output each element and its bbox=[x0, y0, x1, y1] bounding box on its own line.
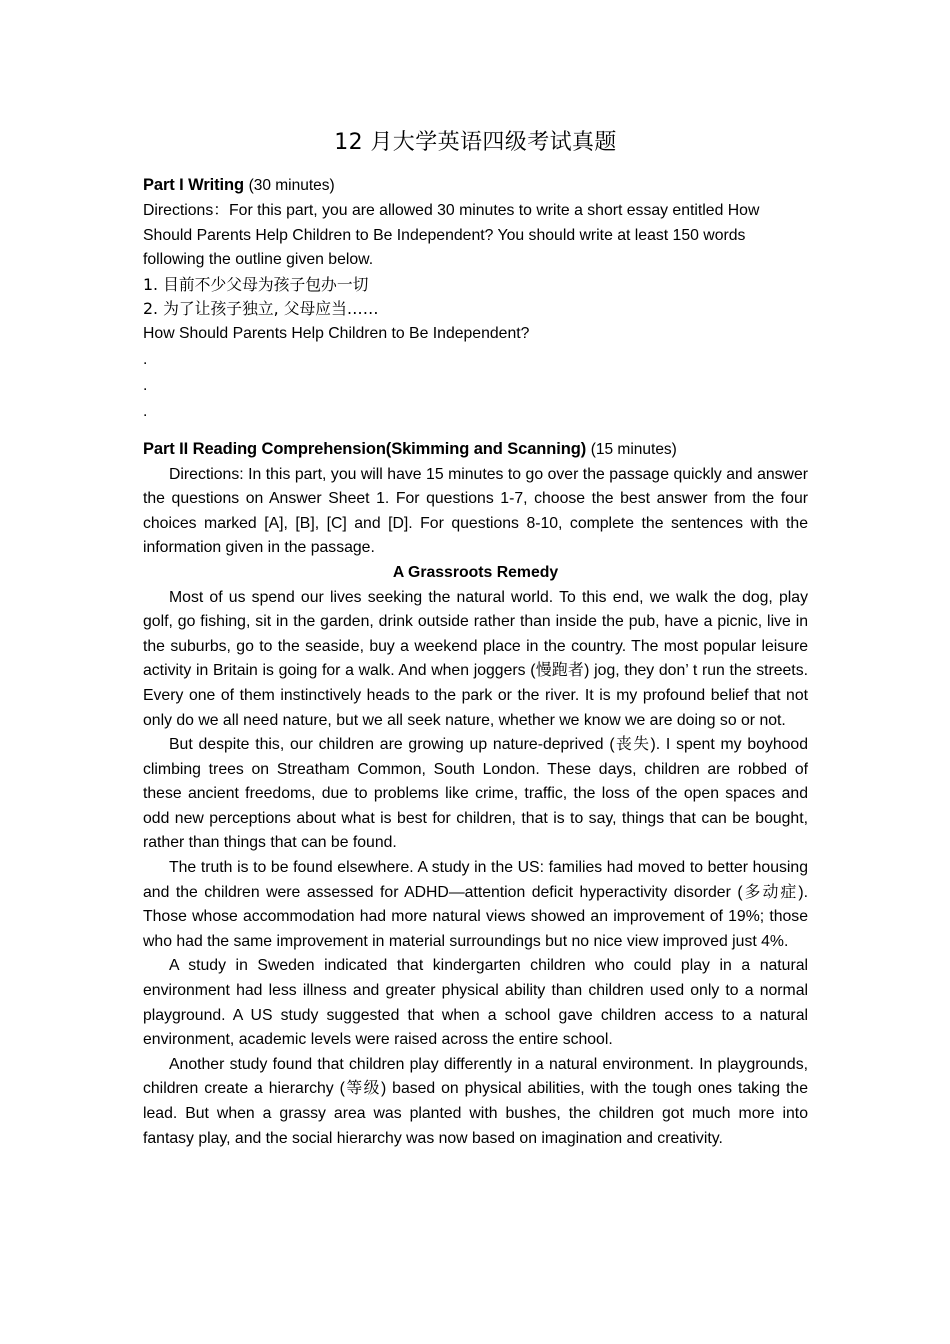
passage-paragraph: A study in Sweden indicated that kindergarten children who could play in a natural environment had less illness and greater physical ability than children used only to a normal playground. A US study suggested that when a school gave children access to a natural environment, academic levels were raised across the entire school. bbox=[143, 957, 808, 1049]
page-content bbox=[143, 0, 808, 1151]
part1-blank-mark-2: . bbox=[143, 376, 148, 394]
passage-paragraph: The truth is to be found elsewhere. A study in the US: families had moved to better housing and the children were assessed for ADHD—attention deficit hyperactivity disorder (多动症). Those whose accommodation had more natural views showed an improvement of 19%; those who had the same improvement in material surroundings but no nice view improved just 4%. bbox=[143, 859, 808, 950]
part1-duration: (30 minutes) bbox=[248, 177, 335, 194]
part2-directions: Directions: In this part, you will have 15 minutes to go over the passage quickly and answer the questions on Answer Sheet 1. For questions 1-7, choose the best answer from the four choices marked [A], [B], [C] and [D]. For questions 8-10, complete the sentences with the information given in the passage. bbox=[143, 465, 808, 557]
part1-blank-mark-3: . bbox=[143, 402, 148, 420]
passage-paragraph: But despite this, our children are growing up nature-deprived (丧失). I spent my boyhood climbing trees on Streatham Common, South London. These days, children are robbed of these ancient freedoms, due to problems like crime, traffic, the loss of the open spaces and odd new perceptions about what is best for children, that is to say, things that can be bought, rather than things that can be found. bbox=[143, 736, 808, 852]
part1-heading bbox=[143, 158, 808, 199]
part1-directions: Directions：For this part, you are allowed 30 minutes to write a short essay entitled How Should Parents Help Children to Be Independent? You should write at least 150 words following the outline given below. bbox=[143, 202, 760, 269]
passage-paragraph: Most of us spend our lives seeking the natural world. To this end, we walk the dog, play golf, go fishing, sit in the garden, drink outside rather than inside the pub, have a picnic, live in the suburbs, go to the seaside, buy a weekend place in the country. The most popular leisure activity in Britain is going for a walk. And when joggers (慢跑者) jog, they don’ t run the streets. Every one of them instinctively heads to the park or the river. It is my profound belief that not only do we all need nature, but we all seek nature, whether we know we are doing so or not. bbox=[143, 588, 808, 729]
page-title: 12 月大学英语四级考试真题 bbox=[334, 130, 617, 155]
part2-duration: (15 minutes) bbox=[590, 440, 677, 458]
passage-paragraph: Another study found that children play differently in a natural environment. In playgrounds, children create a hierarchy (等级) based on physical abilities, with the tough ones taking the lead. But when a grassy area was planted with bushes, the children got much more into fantasy play, and the social hierarchy was now based on imagination and creativity. bbox=[143, 1055, 808, 1147]
part1-blank-mark-1: . bbox=[143, 350, 148, 368]
part1-essay-title: How Should Parents Help Children to Be Independent? bbox=[143, 324, 530, 342]
passage-title: A Grassroots Remedy bbox=[392, 563, 559, 581]
part2-heading bbox=[143, 425, 808, 463]
part1-outline-item-2: 2. 为了让孩子独立, 父母应当…… bbox=[143, 299, 379, 319]
part1-outline-item-1: 1. 目前不少父母为孩子包办一切 bbox=[143, 274, 369, 294]
part2-heading-label: Part II Reading Comprehension(Skimming and Scanning) bbox=[143, 439, 587, 458]
part1-heading-label: Part I Writing bbox=[143, 176, 244, 194]
